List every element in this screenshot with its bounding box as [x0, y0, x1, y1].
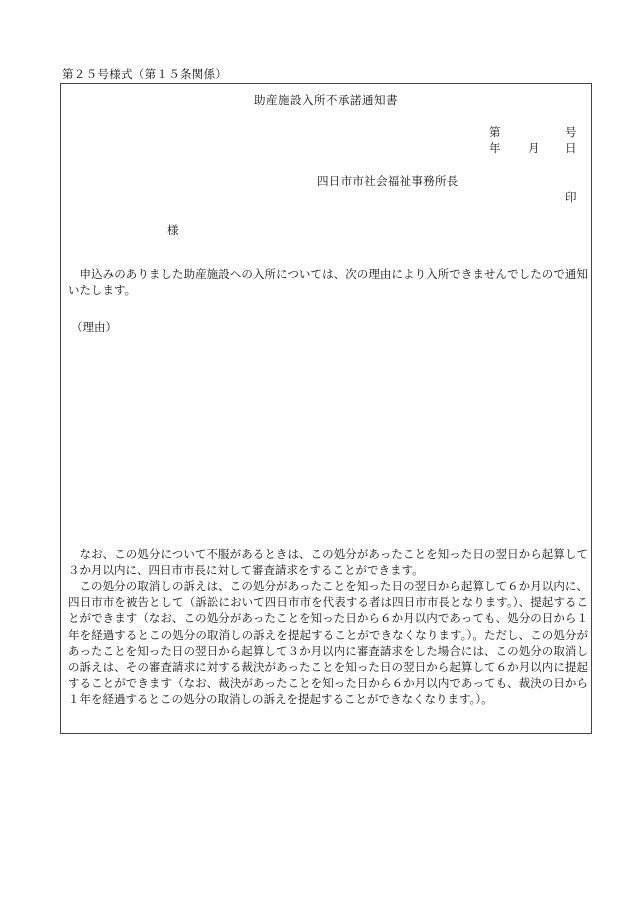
date-year-label: 年 [489, 141, 501, 155]
seal-mark: 印 [565, 190, 577, 204]
appeal-notice-paragraph: なお、この処分について不服があるときは、この処分があったことを知った日の翌日から起算して３か月以内に、四日市市長に対して審査請求をすることができます。 [68, 547, 588, 578]
document-title: 助産施設入所不承諾通知書 [254, 93, 398, 107]
form-number: 第２５号様式（第１５条関係） [62, 67, 228, 81]
notice-body-text: 申込みのありました助産施設への入所については、次の理由により入所できませんでしたので通知いたします。 [68, 267, 588, 298]
addressee-honorific: 様 [167, 223, 179, 237]
document-number-suffix: 号 [565, 125, 577, 139]
reason-label: （理由） [71, 320, 117, 334]
document-number-prefix: 第 [489, 125, 501, 139]
notice-form-frame [60, 83, 592, 734]
date-month-label: 月 [528, 141, 540, 155]
issuer-name: 四日市市社会福祉事務所長 [317, 174, 459, 188]
date-day-label: 日 [565, 141, 577, 155]
lawsuit-notice-paragraph: この処分の取消しの訴えは、この処分があったことを知った日の翌日から起算して６か月以内に、四日市市を被告として（訴訟において四日市市を代表する者は四日市市長となります。）、提起することができます（なお、この処分があったことを知った日から６か月以内であっても、処分の日から１年を経過するとこの処分の取消しの訴えを提起することができなくなります。）。ただし、この処分があったことを知った日の翌日から起算して３か月以内に審査請求をした場合には、この処分の取消しの訴えは、その審査請求に対する裁決があったことを知った日の翌日から起算して６か月以内に提起することができます（なお、裁決があったことを知った日から６か月以内であっても、裁決の日から１年を経過するとこの処分の取消しの訴えを提起することができなくなります。）。 [68, 579, 588, 707]
